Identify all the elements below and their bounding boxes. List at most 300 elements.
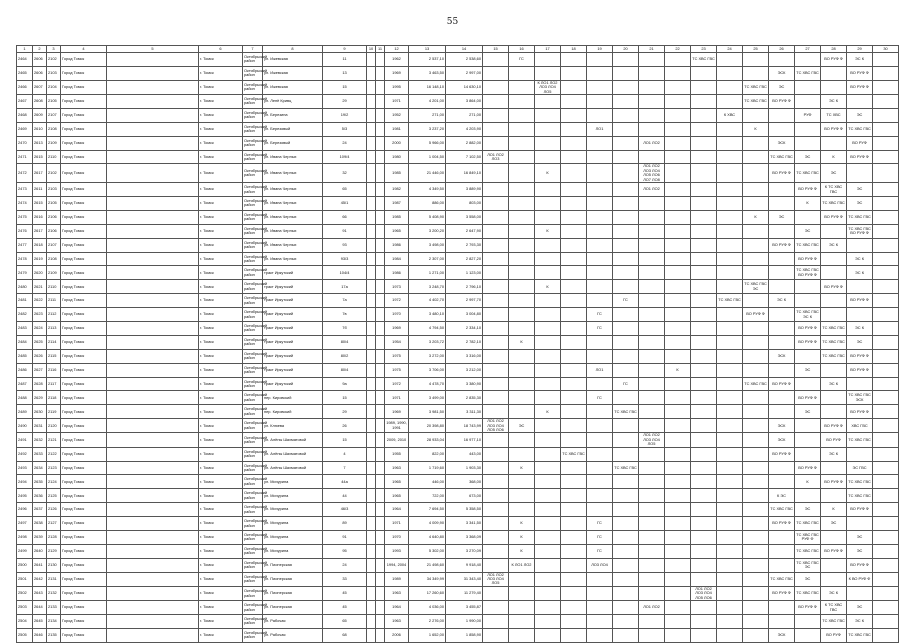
- table-cell: 2627: [33, 363, 47, 377]
- table-row: [17, 615, 899, 629]
- table-cell: [717, 66, 743, 80]
- table-cell: 673,00: [446, 489, 483, 503]
- column-header: 15: [483, 46, 509, 53]
- table-cell: ВО РУФ Ф: [821, 280, 847, 294]
- table-cell: ЭС К: [821, 238, 847, 252]
- table-cell: 2624: [33, 321, 47, 335]
- table-cell: ТС ХВС ГВС: [795, 517, 821, 531]
- table-cell: [691, 196, 717, 210]
- table-row: [17, 531, 899, 545]
- table-cell: [717, 321, 743, 335]
- table-cell: ВО РУФ Ф: [847, 558, 873, 572]
- table-cell: 1989: [385, 572, 409, 586]
- table-cell: К ВО РУФ Ф: [847, 572, 873, 586]
- table-cell: ул. Ивана Черных: [263, 164, 323, 183]
- table-cell: 80/4: [323, 363, 367, 377]
- table-cell: 91: [323, 224, 367, 238]
- table-cell: [509, 280, 535, 294]
- table-cell: [639, 108, 665, 122]
- table-cell: 2617: [33, 224, 47, 238]
- table-cell: [769, 475, 795, 489]
- table-cell: 2632: [33, 433, 47, 447]
- table-cell: 2 827,20: [446, 252, 483, 266]
- table-cell: [691, 628, 717, 642]
- table-cell: [665, 224, 691, 238]
- table-cell: тракт Иркутский: [263, 266, 323, 280]
- table-cell: ТС ХВС ГВС: [743, 95, 769, 109]
- table-cell: ул. Пионерская: [263, 558, 323, 572]
- table-cell: [769, 544, 795, 558]
- table-cell: [535, 517, 561, 531]
- table-cell: [561, 586, 587, 600]
- table-cell: [535, 349, 561, 363]
- table-cell: [717, 531, 743, 545]
- table-cell: Октябрьский район: [243, 335, 263, 349]
- table-cell: 2630: [33, 405, 47, 419]
- table-cell: 14 630,10: [446, 80, 483, 94]
- table-cell: Город Томск: [61, 433, 107, 447]
- table-cell: 2480: [17, 280, 33, 294]
- table-cell: [509, 108, 535, 122]
- table-cell: [367, 308, 376, 322]
- table-cell: ТС ХВС ГВС: [821, 321, 847, 335]
- table-cell: 7: [323, 461, 367, 475]
- table-cell: [509, 224, 535, 238]
- table-cell: [509, 183, 535, 197]
- table-cell: [639, 419, 665, 433]
- table-cell: [691, 252, 717, 266]
- table-cell: 2493: [17, 461, 33, 475]
- table-cell: [717, 586, 743, 600]
- table-cell: [639, 321, 665, 335]
- table-cell: [717, 183, 743, 197]
- table-cell: 2126: [47, 503, 61, 517]
- table-cell: К: [665, 363, 691, 377]
- table-cell: Город Томск: [61, 615, 107, 629]
- table-cell: [665, 183, 691, 197]
- table-cell: 21 446,00: [409, 164, 446, 183]
- table-cell: 1965: [385, 224, 409, 238]
- table-cell: пер. Кировский: [263, 405, 323, 419]
- table-cell: г. Томск: [199, 503, 243, 517]
- table-cell: [743, 363, 769, 377]
- table-cell: [587, 108, 613, 122]
- table-cell: ЛО1 ЛО2 ЛО3: [483, 150, 509, 164]
- table-cell: 5 408,90: [409, 210, 446, 224]
- table-cell: [535, 95, 561, 109]
- table-cell: ГС: [587, 517, 613, 531]
- table-cell: [873, 80, 899, 94]
- table-cell: К: [821, 503, 847, 517]
- table-cell: [613, 628, 639, 642]
- table-cell: [873, 628, 899, 642]
- table-cell: [367, 433, 376, 447]
- table-cell: [743, 150, 769, 164]
- table-cell: ЭС К: [821, 447, 847, 461]
- table-cell: г. Томск: [199, 321, 243, 335]
- table-cell: [483, 531, 509, 545]
- table-cell: [561, 80, 587, 94]
- table-cell: [367, 447, 376, 461]
- table-cell: 7 694,50: [409, 503, 446, 517]
- table-cell: Октябрьский район: [243, 503, 263, 517]
- table-cell: [873, 517, 899, 531]
- table-cell: [376, 95, 385, 109]
- table-cell: 2498: [17, 531, 33, 545]
- table-cell: [509, 150, 535, 164]
- table-cell: [376, 238, 385, 252]
- table-cell: 2129: [47, 544, 61, 558]
- table-cell: 1963: [385, 615, 409, 629]
- table-cell: [613, 586, 639, 600]
- table-row: [17, 349, 899, 363]
- table-cell: 1 004,50: [409, 150, 446, 164]
- table-cell: 1994, 2004: [385, 558, 409, 572]
- table-cell: [483, 628, 509, 642]
- table-cell: Октябрьский район: [243, 475, 263, 489]
- column-header: 29: [847, 46, 873, 53]
- table-cell: 2503: [17, 601, 33, 615]
- table-cell: [367, 80, 376, 94]
- table-cell: [483, 294, 509, 308]
- table-cell: [483, 136, 509, 150]
- table-cell: ЭС: [769, 80, 795, 94]
- table-cell: 4 640,80: [409, 531, 446, 545]
- table-cell: ТС ХВС ГВС: [717, 294, 743, 308]
- table-cell: [639, 391, 665, 405]
- table-cell: ЭС К: [821, 95, 847, 109]
- table-cell: [795, 349, 821, 363]
- table-row: [17, 224, 899, 238]
- table-cell: [717, 558, 743, 572]
- table-cell: [769, 363, 795, 377]
- table-cell: [821, 405, 847, 419]
- table-cell: ЭС: [509, 419, 535, 433]
- table-cell: г. Томск: [199, 122, 243, 136]
- table-cell: [717, 210, 743, 224]
- table-cell: [376, 377, 385, 391]
- table-cell: 2471: [17, 150, 33, 164]
- table-cell: 2133: [47, 601, 61, 615]
- table-cell: [107, 321, 199, 335]
- table-cell: г. Томск: [199, 558, 243, 572]
- table-row: [17, 433, 899, 447]
- table-cell: ЛО1: [587, 363, 613, 377]
- table-cell: [367, 558, 376, 572]
- table-cell: [483, 66, 509, 80]
- table-cell: [691, 238, 717, 252]
- table-cell: 2607: [33, 80, 47, 94]
- table-cell: [376, 419, 385, 433]
- column-header: 8: [263, 46, 323, 53]
- table-cell: [367, 238, 376, 252]
- table-cell: [535, 544, 561, 558]
- table-cell: Город Томск: [61, 586, 107, 600]
- table-cell: [821, 489, 847, 503]
- table-cell: 2118: [47, 391, 61, 405]
- table-cell: [743, 447, 769, 461]
- table-cell: [483, 335, 509, 349]
- table-cell: [795, 294, 821, 308]
- table-cell: [376, 136, 385, 150]
- table-cell: [639, 252, 665, 266]
- table-cell: [509, 503, 535, 517]
- table-cell: Октябрьский район: [243, 349, 263, 363]
- table-cell: [665, 531, 691, 545]
- table-cell: [535, 447, 561, 461]
- table-cell: [873, 210, 899, 224]
- table-cell: [795, 377, 821, 391]
- table-cell: [561, 405, 587, 419]
- table-cell: [769, 266, 795, 280]
- table-cell: 2640: [33, 544, 47, 558]
- table-cell: [367, 586, 376, 600]
- table-cell: [107, 210, 199, 224]
- table-cell: [535, 108, 561, 122]
- table-cell: [535, 586, 561, 600]
- table-cell: 1981: [385, 122, 409, 136]
- table-cell: 29: [323, 405, 367, 419]
- table-cell: [717, 363, 743, 377]
- table-cell: [873, 572, 899, 586]
- table-cell: [561, 238, 587, 252]
- table-cell: 2621: [33, 280, 47, 294]
- table-cell: [535, 461, 561, 475]
- table-cell: [107, 224, 199, 238]
- table-cell: 2625: [33, 335, 47, 349]
- table-cell: [376, 433, 385, 447]
- table-cell: 3 499,00: [409, 391, 446, 405]
- table-cell: [665, 503, 691, 517]
- table-cell: Октябрьский район: [243, 447, 263, 461]
- table-cell: [691, 433, 717, 447]
- table-cell: [873, 224, 899, 238]
- table-cell: [795, 210, 821, 224]
- table-cell: 5 358,50: [446, 503, 483, 517]
- table-cell: [561, 335, 587, 349]
- table-cell: 9а: [323, 377, 367, 391]
- table-cell: [367, 266, 376, 280]
- table-row: [17, 391, 899, 405]
- table-cell: [483, 601, 509, 615]
- table-cell: 15: [323, 391, 367, 405]
- table-cell: 1964: [385, 503, 409, 517]
- table-cell: [376, 475, 385, 489]
- table-cell: ТС ХВС ГВС: [769, 150, 795, 164]
- table-cell: ВО РУФ Ф: [847, 363, 873, 377]
- table-cell: 28 933,04: [409, 433, 446, 447]
- table-cell: ТС ХВС ГВС: [821, 335, 847, 349]
- table-cell: К: [509, 544, 535, 558]
- table-cell: [717, 391, 743, 405]
- table-cell: 1972: [385, 377, 409, 391]
- table-cell: [691, 461, 717, 475]
- table-cell: 2468: [17, 108, 33, 122]
- table-cell: [561, 601, 587, 615]
- table-cell: [367, 95, 376, 109]
- table-cell: 2473: [17, 183, 33, 197]
- column-header: 30: [873, 46, 899, 53]
- table-row: [17, 183, 899, 197]
- table-cell: [873, 136, 899, 150]
- table-cell: К ЛО1 ЛО2 ЛО3 ЛО4 ЛО5: [535, 80, 561, 94]
- table-cell: [639, 489, 665, 503]
- table-cell: ЭС К: [847, 252, 873, 266]
- table-cell: [587, 150, 613, 164]
- table-cell: 2106: [47, 210, 61, 224]
- table-cell: ТС ХВС ГВС: [821, 349, 847, 363]
- table-cell: [483, 238, 509, 252]
- table-cell: [376, 66, 385, 80]
- table-cell: [483, 544, 509, 558]
- table-cell: ТС ХВС ГВС ЭС К: [795, 308, 821, 322]
- table-row: [17, 419, 899, 433]
- table-cell: ВО РУФ Ф: [847, 150, 873, 164]
- table-cell: [743, 433, 769, 447]
- table-cell: 2120: [47, 419, 61, 433]
- table-cell: [717, 475, 743, 489]
- table-cell: ЭС: [847, 335, 873, 349]
- table-cell: 1 903,30: [446, 461, 483, 475]
- table-cell: Город Томск: [61, 544, 107, 558]
- table-cell: 2110: [47, 150, 61, 164]
- table-cell: г. Томск: [199, 433, 243, 447]
- table-cell: [509, 391, 535, 405]
- table-cell: 4 349,50: [409, 183, 446, 197]
- table-cell: [639, 122, 665, 136]
- table-cell: [665, 53, 691, 67]
- table-cell: [717, 335, 743, 349]
- table-cell: [561, 391, 587, 405]
- table-cell: ГС: [587, 391, 613, 405]
- table-cell: 1985: [385, 210, 409, 224]
- table-cell: [639, 461, 665, 475]
- table-cell: 1986: [385, 238, 409, 252]
- table-cell: [743, 238, 769, 252]
- table-cell: [691, 419, 717, 433]
- table-cell: [873, 489, 899, 503]
- table-cell: ЭС: [795, 572, 821, 586]
- table-cell: 1970: [385, 308, 409, 322]
- table-cell: [367, 164, 376, 183]
- table-cell: [691, 224, 717, 238]
- table-cell: г. Томск: [199, 266, 243, 280]
- column-header: 26: [769, 46, 795, 53]
- table-cell: [613, 363, 639, 377]
- column-header: 22: [665, 46, 691, 53]
- table-cell: 3 212,00: [446, 363, 483, 377]
- table-cell: [107, 294, 199, 308]
- table-cell: [376, 308, 385, 322]
- table-cell: [376, 108, 385, 122]
- table-cell: Город Томск: [61, 66, 107, 80]
- table-cell: 2608: [33, 95, 47, 109]
- table-cell: 2646: [33, 628, 47, 642]
- table-cell: [873, 335, 899, 349]
- table-cell: [639, 224, 665, 238]
- table-cell: [367, 517, 376, 531]
- table-cell: [665, 391, 691, 405]
- table-cell: г. Томск: [199, 461, 243, 475]
- table-cell: [873, 252, 899, 266]
- table-cell: [107, 266, 199, 280]
- table-cell: [847, 308, 873, 322]
- table-cell: 2132: [47, 586, 61, 600]
- table-cell: 93: [323, 238, 367, 252]
- table-cell: [561, 183, 587, 197]
- table-cell: [613, 308, 639, 322]
- table-cell: ЭС: [847, 183, 873, 197]
- table-cell: ВО РУФ Ф: [847, 405, 873, 419]
- table-cell: ВО РУФ Ф: [847, 80, 873, 94]
- table-cell: [107, 95, 199, 109]
- table-cell: ул. Пионерская: [263, 572, 323, 586]
- table-cell: ВО РУФ Ф: [795, 321, 821, 335]
- table-cell: 2109: [47, 136, 61, 150]
- table-cell: 33: [323, 572, 367, 586]
- table-cell: [613, 196, 639, 210]
- table-cell: [691, 80, 717, 94]
- table-cell: [665, 66, 691, 80]
- table-cell: Октябрьский район: [243, 238, 263, 252]
- table-cell: [107, 419, 199, 433]
- table-cell: 17а: [323, 280, 367, 294]
- table-cell: [483, 503, 509, 517]
- table-cell: [639, 280, 665, 294]
- table-cell: ул. Ивана Черных: [263, 252, 323, 266]
- table-cell: [367, 503, 376, 517]
- table-cell: 2121: [47, 433, 61, 447]
- table-cell: ВО РУФ Ф: [795, 461, 821, 475]
- table-cell: [561, 280, 587, 294]
- table-cell: [483, 517, 509, 531]
- table-cell: [107, 628, 199, 642]
- table-cell: [665, 447, 691, 461]
- table-cell: Октябрьский район: [243, 321, 263, 335]
- table-cell: [613, 475, 639, 489]
- table-cell: [769, 601, 795, 615]
- table-cell: [769, 108, 795, 122]
- table-cell: [691, 531, 717, 545]
- table-cell: ТС ХВС ГВС: [743, 80, 769, 94]
- table-cell: [821, 558, 847, 572]
- table-cell: ул. Ивана Черных: [263, 238, 323, 252]
- column-header: 3: [47, 46, 61, 53]
- table-cell: [483, 558, 509, 572]
- table-cell: 44а: [323, 475, 367, 489]
- table-cell: [483, 321, 509, 335]
- table-cell: [691, 363, 717, 377]
- table-cell: [509, 363, 535, 377]
- table-cell: [587, 66, 613, 80]
- table-cell: ТС ХВС ГВС: [769, 503, 795, 517]
- table-cell: 29: [323, 95, 367, 109]
- table-cell: [483, 447, 509, 461]
- table-cell: 5/3: [323, 122, 367, 136]
- table-cell: [535, 150, 561, 164]
- table-cell: [509, 196, 535, 210]
- table-cell: 2006: [385, 628, 409, 642]
- table-cell: [743, 335, 769, 349]
- table-cell: [639, 572, 665, 586]
- table-cell: [639, 447, 665, 461]
- table-cell: [717, 280, 743, 294]
- table-cell: 2119: [47, 405, 61, 419]
- table-cell: [665, 475, 691, 489]
- table-cell: [743, 224, 769, 238]
- table-cell: ГС: [587, 321, 613, 335]
- table-cell: [795, 433, 821, 447]
